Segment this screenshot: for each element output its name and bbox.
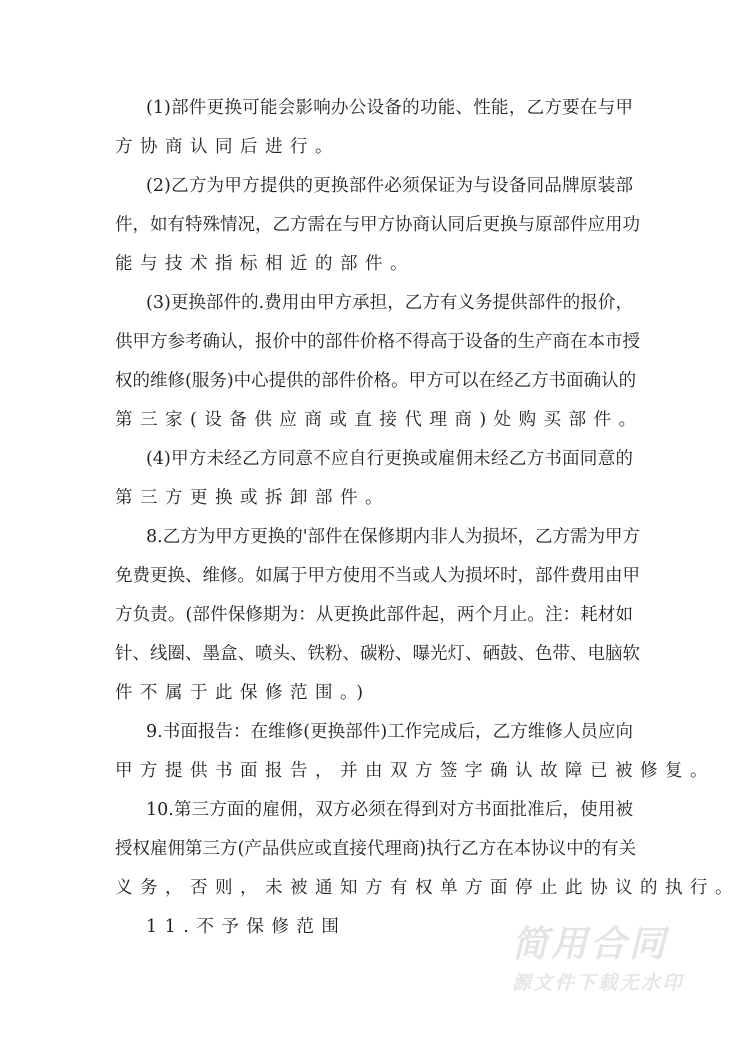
text-line: 9.书面报告：在维修(更换部件)工作完成后，乙方维修人员应向 (146, 722, 633, 742)
text-line: 供甲方参考确认，报价中的部件价格不得高于设备的生产商在本市授 (115, 332, 640, 352)
text-line: 授权雇佣第三方(产品供应或直接代理商)执行乙方在本协议中的有关 (115, 839, 637, 859)
text-line: 甲方提供书面报告，并由双方签字确认故障已被修复。 (115, 761, 715, 781)
text-line: 10.第三方面的雇佣，双方必须在得到对方书面批准后，使用被 (146, 800, 633, 820)
text-line: (2)乙方为甲方提供的更换部件必须保证为与设备同品牌原装部 (146, 176, 633, 196)
text-line: 件，如有特殊情况，乙方需在与甲方协商认同后更换与原部件应用功 (115, 215, 640, 235)
text-line: 第三方更换或拆卸部件。 (115, 488, 390, 508)
text-line: 8.乙方为甲方更换的'部件在保修期内非人为损坏，乙方需为甲方 (146, 527, 641, 547)
text-line: 免费更换、维修。如属于甲方使用不当或人为损坏时，部件费用由甲 (115, 566, 640, 586)
paragraph (115, 713, 715, 791)
text-line: 件不属于此保修范围。) (115, 683, 371, 703)
paragraph (115, 167, 640, 284)
text-line: 义务，否则，未被通知方有权单方面停止此协议的执行。 (115, 878, 740, 898)
text-line: (1)部件更换可能会影响办公设备的功能、性能，乙方要在与甲 (146, 98, 633, 118)
paragraph (115, 440, 633, 518)
text-line: 方协商认同后进行。 (115, 137, 340, 157)
text-line: 方负责。(部件保修期为：从更换此部件起，两个月止。注：耗材如 (115, 605, 633, 625)
text-line: (4)甲方未经乙方同意不应自行更换或雇佣未经乙方书面同意的 (146, 449, 633, 469)
paragraph (115, 89, 633, 167)
watermark-subtitle: 源文件下载无水印 (512, 972, 685, 994)
paragraph (115, 791, 740, 908)
watermark-title: 简用合同 (512, 924, 669, 965)
text-line: 权的维修(服务)中心提供的部件价格。甲方可以在经乙方书面确认的 (115, 371, 637, 391)
text-line: 11.不予保修范围 (146, 917, 347, 937)
text-line: 针、线圈、墨盒、喷头、铁粉、碳粉、曝光灯、硒鼓、色带、电脑软 (115, 644, 640, 664)
text-line: 能与技术指标相近的部件。 (115, 254, 415, 274)
text-line: (3)更换部件的.费用由甲方承担，乙方有义务提供部件的报价， (146, 293, 633, 313)
text-line: 第三家(设备供应商或直接代理商)处购买部件。 (115, 410, 644, 430)
paragraph (115, 518, 641, 713)
paragraph (115, 284, 644, 440)
